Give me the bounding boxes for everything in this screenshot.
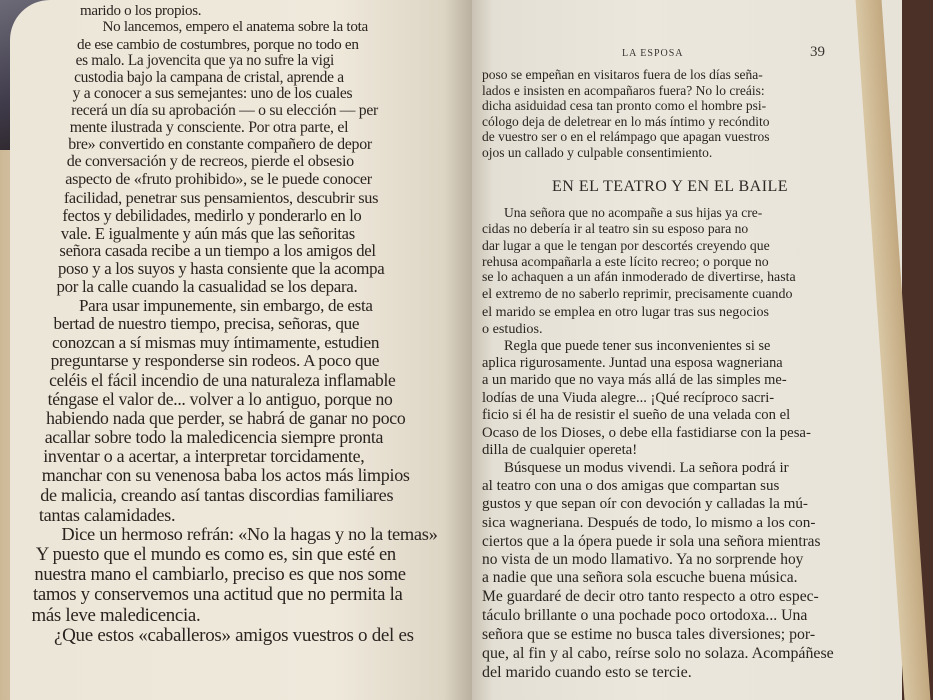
text-line: celéis el fácil incendio de una naturaleza inflamable xyxy=(49,369,396,390)
text-line: a nadie que una señora sola escuche buena música. xyxy=(482,569,798,587)
text-line: dilla de cualquier opereta! xyxy=(482,442,638,459)
text-line: no vista de un modo llamativo. Ya no sorprende hoy xyxy=(482,550,804,568)
text-line: ficio si él ha de resistir el sueño de una velada con el xyxy=(482,407,791,423)
text-line: bre» convertido en constante compañero de depor xyxy=(68,136,372,154)
text-line: inventar o a acertar, a interpretar torcidamente, xyxy=(43,446,365,467)
text-line: o estudios. xyxy=(482,320,543,337)
text-line: Y puesto que el mundo es como es, sin que esté en xyxy=(35,544,396,566)
text-line: por la calle cuando la casualidad se los depara. xyxy=(56,277,358,297)
text-line: se lo achaquen a un afán inmoderado de divertirse, hasta xyxy=(482,270,796,286)
text-line: téngase el valor de... volver a lo antiguo, porque no xyxy=(47,388,393,409)
left-book-page xyxy=(10,0,472,700)
text-line: gustos y que sepan oír con devoción y calladas la mú- xyxy=(482,496,808,513)
text-line: vale. E igualmente y aún más que las señoritas xyxy=(60,223,355,243)
text-line: táculo brillante o una pochade poco ortodoxa... Una xyxy=(482,606,808,624)
text-line: más leve maledicencia. xyxy=(31,604,201,626)
text-line: y a conocer a sus semejantes: uno de los cuales xyxy=(72,85,353,103)
text-line: Ocaso de los Dioses, o debe ella fastidiarse con la pesa- xyxy=(482,424,811,441)
section-heading: EN EL TEATRO Y EN EL BAILE xyxy=(552,178,789,195)
text-line: Una señora que no acompañe a sus hijas ya cre- xyxy=(504,205,763,220)
text-line: que, al fin y al cabo, reírse solo no solaza. Acompáñese xyxy=(482,644,834,662)
text-line: Búsquese un modus vivendi. La señora podrá ir xyxy=(504,460,789,477)
text-line: al teatro con una o dos amigas que compartan sus xyxy=(482,478,780,495)
text-line: rehusa acompañarla a este lícito recreo; o porque no xyxy=(482,253,769,269)
text-line: de ese cambio de costumbres, porque no todo en xyxy=(77,35,359,53)
text-line: Me guardaré de decir otro tanto respecto a otro espec- xyxy=(482,588,819,606)
text-line: aplica rigurosamente. Juntad una esposa wagneriana xyxy=(482,354,783,371)
text-line: es malo. La jovencita que ya no sufre la vigi xyxy=(75,51,334,69)
text-line: dar lugar a que le tengan por descortés creyendo que xyxy=(482,237,770,253)
text-line: mente ilustrada y consciente. Por otra parte, el xyxy=(69,119,349,137)
text-line: fectos y debilidades, medirlo y ponderarlo en lo xyxy=(62,205,362,225)
text-line: de conversación y de recreos, pierde el obsesio xyxy=(66,153,354,171)
text-line: señora casada recibe a un tiempo a los amigos del xyxy=(59,241,376,261)
text-line: Para usar impunemente, sin embargo, de esta xyxy=(79,295,373,315)
text-line: cólogo deja de deletrear en lo más íntimo y recóndito xyxy=(482,113,770,129)
text-line: a un marido que no vaya más allá de las simples me- xyxy=(482,372,787,389)
text-line: habiendo nada que perder, se habrá de ganar no poco xyxy=(46,407,406,428)
text-line: aspecto de «fruto prohibido», se le puede conocer xyxy=(65,170,372,188)
text-line: dicha asiduidad cesa tan pronto como el hombre psi- xyxy=(482,98,767,113)
text-line: Regla que puede tener sus inconvenientes si se xyxy=(504,337,771,354)
text-line: sica wagneriana. Después de todo, lo mismo a los con- xyxy=(482,514,816,532)
text-line: cidas no debería ir al teatro sin su esposo para no xyxy=(482,221,749,237)
text-line: nuestra mano el cambiarlo, preciso es que nos some xyxy=(34,564,406,586)
text-line: poso se empeñan en visitaros fuera de los días seña- xyxy=(482,67,763,82)
text-line: bertad de nuestro tiempo, precisa, señoras, que xyxy=(53,314,360,334)
text-line: custodia bajo la campana de cristal, aprende a xyxy=(74,68,344,86)
text-line: ¿Que estos «caballeros» amigos vuestros o del es xyxy=(54,625,414,647)
page-number: 39 xyxy=(810,44,825,60)
text-line: lodías de una Viuda alegre... ¡Qué recíproco sacri- xyxy=(482,389,775,406)
text-line: el marido se emplea en otro lugar tras sus negocios xyxy=(482,303,770,320)
text-line: de malicia, creando así tantas discordias familiares xyxy=(40,484,394,505)
text-line: del marido cuando esto se tercie. xyxy=(482,663,692,681)
text-line: tamos y conservemos una actitud que no permita la xyxy=(32,584,403,606)
text-line: de vuestro ser o en el relámpago que apagan vuestros xyxy=(482,129,770,144)
right-book-page xyxy=(472,0,902,700)
text-line: facilidad, penetrar sus pensamientos, descubrir sus xyxy=(63,188,379,208)
text-line: el extremo de no saberlo reprimir, precisamente cuando xyxy=(482,287,793,303)
text-line: No lancemos, empero el anatema sobre la tota xyxy=(102,19,368,36)
text-line: ciertos que a la ópera puede ir sola una señora mientras xyxy=(482,532,821,550)
text-line: preguntarse y responderse sin rodeos. A poco que xyxy=(50,351,380,371)
text-line: Dice un hermoso refrán: «No la hagas y no la temas» xyxy=(61,524,438,545)
text-line: marido o los propios. xyxy=(80,3,202,19)
text-line: poso y a los suyos y hasta consiente que la acompa xyxy=(57,259,385,279)
text-line: ojos un callado y culpable consentimiento. xyxy=(482,144,713,160)
text-line: lados e insisten en acompañaros fuera? No lo creáis: xyxy=(482,82,765,98)
text-line: tantas calamidades. xyxy=(38,504,176,525)
text-line: recerá un día su aprobación — o su elección — per xyxy=(71,102,378,120)
text-line: conozcan a sí mismas muy íntimamente, estudien xyxy=(52,332,380,352)
text-line: manchar con su venenosa baba los actos más limpios xyxy=(41,465,410,486)
text-line: acallar sobre todo la maledicencia siempre pronta xyxy=(44,426,384,447)
text-line: señora que se estime no busca tales diversiones; por- xyxy=(482,625,816,643)
running-head: LA ESPOSA xyxy=(622,48,684,59)
